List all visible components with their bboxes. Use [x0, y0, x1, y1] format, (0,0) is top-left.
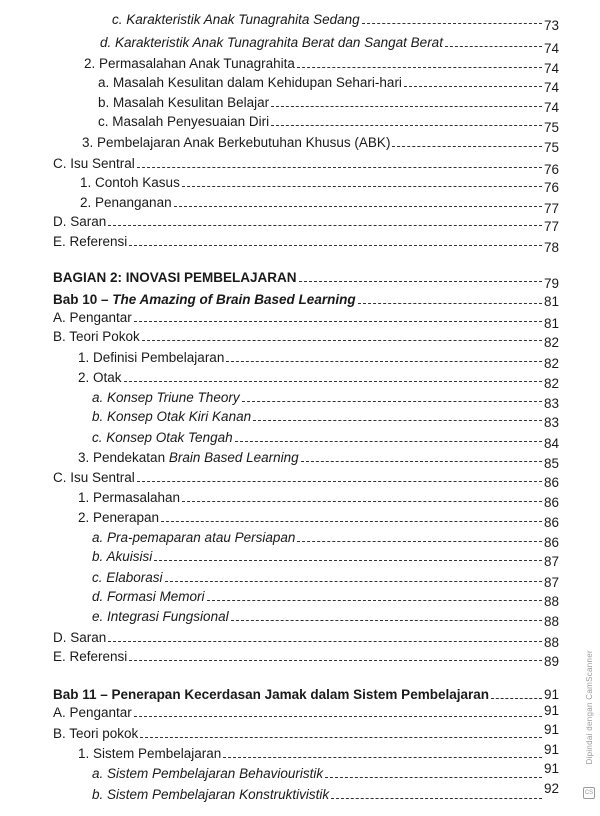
- toc-label: b. Konsep Otak Kiri Kanan: [92, 409, 252, 424]
- toc-page: 86: [544, 515, 560, 530]
- dot-leader: [297, 67, 542, 68]
- toc-label: 1. Definisi Pembelajaran: [78, 350, 225, 365]
- toc-entry: [53, 722, 560, 742]
- toc-label: 2. Otak: [78, 370, 122, 385]
- dot-leader: [301, 461, 542, 462]
- toc-entry: [92, 405, 560, 430]
- toc-label: d. Formasi Memori: [92, 589, 205, 604]
- scanner-watermark: Dipindai dengan CamScanner: [585, 650, 594, 765]
- toc-entry: [53, 466, 560, 490]
- toc-entry: [78, 446, 560, 471]
- camscanner-icon: CS: [583, 787, 595, 799]
- toc-page: 82: [544, 335, 560, 350]
- dot-leader: [124, 381, 542, 382]
- dot-leader: [207, 600, 542, 601]
- dot-leader: [108, 641, 542, 642]
- toc-label: 2. Permasalahan Anak Tunagrahita: [84, 56, 295, 71]
- toc-entry: [53, 230, 560, 255]
- toc-entry: [53, 325, 560, 350]
- toc-page: 76: [544, 180, 560, 195]
- dot-leader: [129, 245, 542, 246]
- dot-leader: [182, 501, 542, 502]
- toc-entry: [53, 626, 560, 650]
- chapter-prefix: Bab 10 –: [53, 292, 113, 307]
- toc-label: b. Sistem Pembelajaran Konstruktivistik: [92, 787, 330, 802]
- dot-leader: [134, 716, 542, 717]
- dot-leader: [108, 225, 542, 226]
- toc-entry: [80, 191, 560, 216]
- toc-label: 2. Penerapan: [78, 510, 160, 525]
- toc-page: 74: [544, 80, 560, 95]
- toc-page: 75: [544, 120, 560, 135]
- toc-page: 77: [544, 201, 560, 216]
- dot-leader: [134, 321, 542, 322]
- toc-label: D. Saran: [53, 214, 107, 229]
- toc-label: C. Isu Sentral: [53, 156, 135, 171]
- dot-leader: [362, 23, 542, 24]
- toc-entry: [53, 152, 560, 177]
- toc-label: a. Pra-pemaparan atau Persiapan: [92, 530, 296, 545]
- toc-entry: [92, 545, 560, 569]
- toc-page: 75: [544, 140, 560, 155]
- dot-leader: [140, 737, 542, 738]
- dot-leader: [231, 620, 542, 621]
- dot-leader: [297, 541, 542, 542]
- toc-label: A. Pengantar: [53, 310, 132, 325]
- toc-page: 83: [544, 396, 560, 411]
- toc-page: 86: [544, 475, 560, 490]
- dot-leader: [129, 660, 542, 661]
- toc-entry: [98, 110, 560, 135]
- dot-leader: [358, 303, 542, 304]
- toc-label: 2. Penanganan: [80, 195, 172, 210]
- toc-label: a. Sistem Pembelajaran Behaviouristik: [92, 766, 324, 781]
- toc-page: 83: [544, 415, 560, 430]
- dot-leader: [271, 106, 542, 107]
- toc-label: a. Masalah Kesulitan dalam Kehidupan Sehari-hari: [98, 75, 402, 90]
- toc-page: 86: [544, 535, 560, 550]
- dot-leader: [226, 361, 542, 362]
- dot-leader: [142, 340, 542, 341]
- toc-label: a. Konsep Triune Theory: [92, 390, 240, 405]
- dot-leader: [253, 420, 542, 421]
- toc-page: 91: [544, 742, 560, 757]
- toc-entry: [92, 585, 560, 609]
- toc-entry: [53, 701, 560, 721]
- toc-page: 82: [544, 376, 560, 391]
- toc-label: E. Referensi: [53, 234, 128, 249]
- toc-label: B. Teori Pokok: [53, 329, 140, 344]
- dot-leader: [325, 777, 542, 778]
- toc-page: 89: [544, 654, 560, 669]
- toc-entry: [80, 171, 560, 195]
- toc-label: E. Referensi: [53, 649, 128, 664]
- toc-label-emphasis: Brain Based Learning: [168, 450, 299, 465]
- toc-page: 76: [544, 162, 560, 177]
- dot-leader: [392, 146, 542, 147]
- toc-page: 91: [544, 761, 560, 776]
- toc-entry: [100, 31, 560, 56]
- toc-entry: [92, 566, 560, 590]
- toc-label: e. Integrasi Fungsional: [92, 609, 229, 624]
- toc-page: 78: [544, 240, 560, 255]
- toc-page: 88: [544, 614, 560, 629]
- toc-entry: [84, 52, 560, 76]
- toc-label: b. Masalah Kesulitan Belajar: [98, 95, 270, 110]
- toc-page: 74: [544, 61, 560, 76]
- dot-leader: [137, 481, 542, 482]
- dot-leader: [165, 581, 542, 582]
- toc-page: 87: [544, 554, 560, 569]
- dot-leader: [223, 757, 542, 758]
- toc-entry: [78, 366, 560, 391]
- toc-page: 82: [544, 356, 560, 371]
- toc-chapter-heading: [53, 683, 560, 703]
- toc-entry: [82, 131, 560, 155]
- toc-entry: [98, 91, 560, 115]
- toc-entry: [92, 605, 560, 629]
- dot-leader: [174, 206, 542, 207]
- dot-leader: [137, 167, 542, 168]
- toc-page: 79: [544, 276, 560, 291]
- toc-page: 88: [544, 635, 560, 650]
- toc-entry: [78, 486, 560, 510]
- toc-label: C. Isu Sentral: [53, 470, 135, 485]
- dot-leader: [299, 281, 542, 282]
- dot-leader: [404, 86, 542, 87]
- toc-entry: [112, 8, 560, 33]
- dot-leader: [331, 798, 542, 799]
- toc-entry: [92, 762, 560, 782]
- dot-leader: [154, 560, 542, 561]
- dot-leader: [161, 521, 542, 522]
- toc-entry: [92, 386, 560, 411]
- toc-label: c. Karakteristik Anak Tunagrahita Sedang: [112, 12, 360, 27]
- toc-label: 1. Permasalahan: [78, 490, 181, 505]
- toc-chapter-heading: [53, 288, 560, 308]
- toc-label: D. Saran: [53, 630, 107, 645]
- toc-page: 77: [544, 219, 560, 234]
- dot-leader: [235, 441, 542, 442]
- dot-leader: [242, 401, 542, 402]
- toc-label: 1. Contoh Kasus: [80, 175, 180, 190]
- toc-label: 3. Pembelajaran Anak Berkebutuhan Khusus (ABK): [82, 135, 391, 150]
- toc-page: 85: [544, 456, 560, 471]
- toc-page: 84: [544, 436, 560, 451]
- toc-entry: [78, 346, 560, 371]
- dot-leader: [182, 186, 542, 187]
- toc-entry: [53, 306, 560, 331]
- toc-label: BAGIAN 2: INOVASI PEMBELAJARAN: [53, 270, 297, 285]
- toc-entry: [92, 526, 560, 550]
- toc-label: c. Elaborasi: [92, 570, 163, 585]
- toc-entry: [78, 506, 560, 530]
- toc-page: 73: [544, 18, 560, 33]
- toc-page: 74: [544, 100, 560, 115]
- toc-label: c. Masalah Penyesuaian Diri: [98, 114, 270, 129]
- toc-page: 87: [544, 575, 560, 590]
- toc-label: c. Konsep Otak Tengah: [92, 430, 233, 445]
- dot-leader: [445, 46, 542, 47]
- dot-leader: [271, 125, 542, 126]
- toc-label: Bab 11 – Penerapan Kecerdasan Jamak dalam Sistem Pembelajaran: [53, 687, 489, 702]
- chapter-title: The Amazing of Brain Based Learning: [112, 292, 356, 307]
- toc-entry: [92, 783, 560, 803]
- toc-page: 81: [544, 316, 560, 331]
- toc-label: A. Pengantar: [53, 705, 132, 720]
- toc-label-prefix: 3. Pendekatan: [78, 450, 169, 465]
- toc-entry: [98, 71, 560, 95]
- toc-entry: [53, 645, 560, 669]
- toc-page: 74: [544, 41, 560, 56]
- toc-label: B. Teori pokok: [53, 726, 139, 741]
- toc-page: 86: [544, 495, 560, 510]
- toc-label: b. Akuisisi: [92, 549, 153, 564]
- toc-entry: [53, 210, 560, 234]
- toc-page: 92: [544, 781, 560, 796]
- toc-page: 91: [544, 687, 560, 702]
- toc-entry: [78, 742, 560, 762]
- toc-label: d. Karakteristik Anak Tunagrahita Berat dan Sangat Berat: [100, 35, 443, 50]
- dot-leader: [491, 698, 542, 699]
- toc-label: [78, 450, 300, 466]
- toc-page: 91: [544, 722, 560, 737]
- toc-page: 91: [544, 703, 560, 718]
- toc-part-heading: [53, 266, 560, 291]
- toc-label: 1. Sistem Pembelajaran: [78, 746, 222, 761]
- toc-page: 81: [544, 294, 560, 309]
- toc-entry: [92, 426, 560, 451]
- toc-page: 88: [544, 594, 560, 609]
